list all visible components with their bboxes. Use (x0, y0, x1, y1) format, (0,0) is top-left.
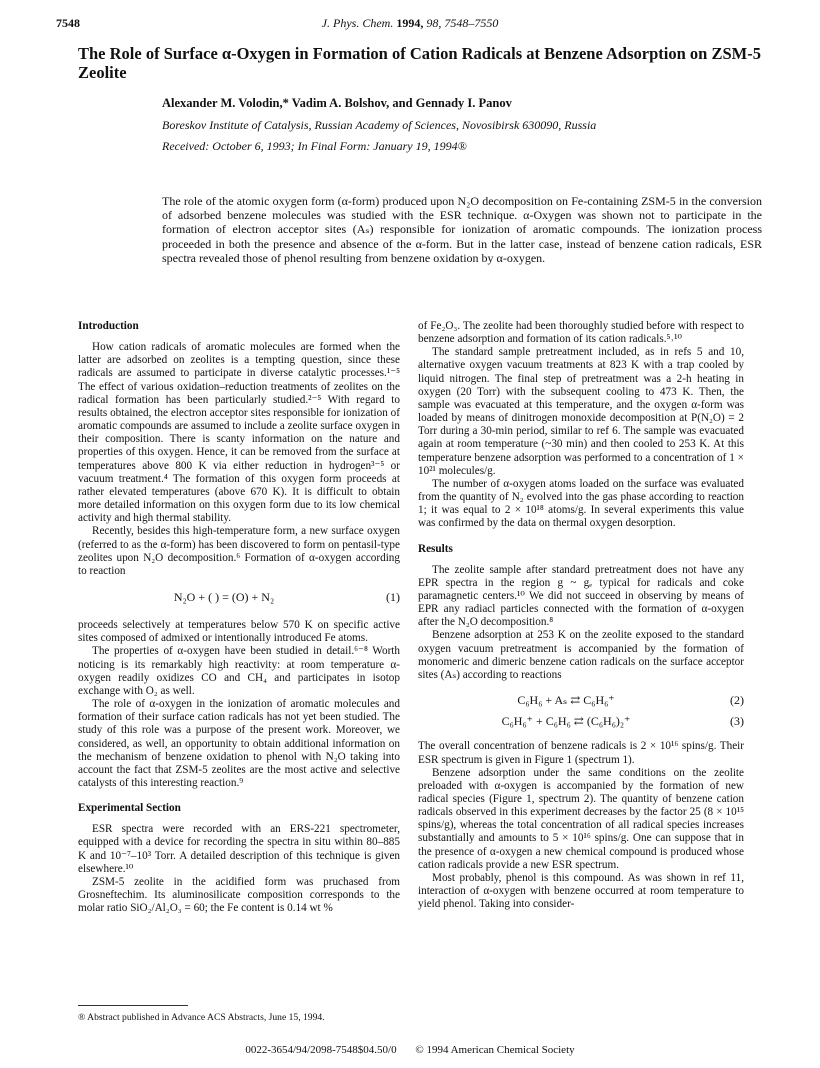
paragraph: Benzene adsorption under the same conditions on the zeolite preloaded with α-oxygen is accompanied by the formation of new radical species (Figure 1, spectrum 2). The quantity of benzene cation radicals observed in this experiment decreases by the factor 25 (8 × 10¹⁵ spins/g), whereas the total concentration of all radical species increases substantially and amounts to 5 × 10¹⁶ spins/g. One can suppose that in the presence of α-oxygen a new chemical compound is produced whose cation radicals provide a new ESR spectrum. (418, 766, 744, 871)
paragraph: ESR spectra were recorded with an ERS-221 spectrometer, equipped with a device for recording the spectra in situ within 80–885 K and 10⁻⁷–10³ Torr. A detailed description of this technique is given elsewhere.¹⁰ (78, 823, 400, 875)
paragraph: The role of α-oxygen in the ionization of aromatic molecules and formation of their surface cation radicals has not yet been studied. The study of this role was a purpose of the present work. Moreover, we considered, as well, an opportunity to obtain additional information on the mechanism of benzene oxidation to phenol with N₂O taking into account the fact that ZSM-5 zeolites are the most active and selective catalysts of this interesting reaction.⁹ (78, 698, 400, 789)
article-title: The Role of Surface α-Oxygen in Formation of Cation Radicals at Benzene Adsorption on ZSM-5 Zeolite (78, 44, 761, 82)
journal-header (0, 16, 820, 31)
journal-name: J. Phys. Chem. (321, 16, 394, 30)
right-column (418, 320, 744, 911)
equation-3 (418, 715, 744, 728)
paragraph: proceeds selectively at temperatures below 570 K on specific active sites composed of admixed or intentionally introduced Fe atoms. (78, 619, 400, 645)
page-number: 7548 (56, 16, 80, 30)
paragraph: The standard sample pretreatment included, as in refs 5 and 10, alternative oxygen vacuum treatments at 823 K with a trap cooled by liquid nitrogen. The final step of pretreatment was a 2-h heating in oxygen (20 Torr) with the subsequent cooling to 473 K. Then, the sample was evacuated at this temperature, and the oxygen α-form was loaded by means of dinitrogen monoxide decomposition at P(N₂O) = 2 Torr during a 30-min period, similar to ref 6. The sample was evacuated again at room temperature (~30 min) and then cooled to 253 K. At this temperature benzene adsorption was performed to a concentration of 1 × 10²¹ molecules/g. (418, 346, 744, 477)
equation-number: (3) (730, 714, 744, 729)
article-code: 0022-3654/94/2098-7548$04.50/0 (245, 1044, 397, 1056)
equation-formula: C₆H₆ + Aₛ ⇄ C₆H₆⁺ (517, 693, 615, 708)
introduction-heading: Introduction (78, 320, 139, 332)
equation-formula: C₆H₆⁺ + C₆H₆ ⇄ (C₆H₆)₂⁺ (501, 714, 631, 729)
affiliation: Boreskov Institute of Catalysis, Russian Academy of Sciences, Novosibirsk 630090, Russia (162, 118, 597, 132)
copyright: © 1994 American Chemical Society (415, 1044, 575, 1056)
equation-1 (78, 591, 400, 604)
received-dates: Received: October 6, 1993; In Final Form: January 19, 1994® (162, 139, 467, 153)
paragraph: The zeolite sample after standard pretreatment does not have any EPR spectra in the region g ~ gₑ typical for radicals and coke paramagnetic centers.¹⁰ We did not succeed in observing by means of EPR any radiacl particles connected with the formation of α-oxygen after the N₂O decomposition.⁸ (418, 563, 744, 629)
equation-formula: N₂O + ( ) = (O) + N₂ (173, 589, 275, 604)
equation-number: (2) (730, 693, 744, 708)
paragraph: The number of α-oxygen atoms loaded on the surface was evaluated from the quantity of N₂ evolved into the gas phase according to reaction 1; it was equal to 2 × 10¹⁸ atoms/g. In several experiments this value was confirmed by the data on thermal oxygen desorption. (418, 477, 744, 530)
paragraph: Most probably, phenol is this compound. As was shown in ref 11, interaction of α-oxygen with benzene occurred at room temperature to yield phenol. Taking into consider- (418, 871, 744, 911)
paragraph: Recently, besides this high-temperature form, a new surface oxygen (referred to as the α-form) has been discovered to form on pentasil-type zeolites upon N₂O decomposition.⁶ Formation of α-oxygen according to reaction (78, 525, 400, 577)
abstract: The role of the atomic oxygen form (α-form) produced upon N₂O decomposition on Fe-containing ZSM-5 in the conversion of adsorbed benzene molecules was studied with the ESR technique. α-Oxygen was shown not to participate in the formation of electron acceptor sites (Aₛ) responsible for ionization of aromatic compounds. The ionization process proceeded in both the presence and absence of the α-form. But in the latter case, instead of benzene cation radicals, ESR spectra revealed those of phenol resulting from benzene oxidation by α-oxygen. (162, 194, 762, 265)
footnote: ® Abstract published in Advance ACS Abstracts, June 15, 1994. (78, 1012, 325, 1023)
equation-2 (418, 694, 744, 707)
results-heading: Results (418, 542, 453, 555)
paragraph: The overall concentration of benzene radicals is 2 × 10¹⁶ spins/g. Their ESR spectrum is given in Figure 1 (spectrum 1). (418, 740, 744, 766)
equation-number: (1) (386, 589, 400, 604)
author-list: Alexander M. Volodin,* Vadim A. Bolshov, and Gennady I. Panov (162, 96, 512, 110)
left-column (78, 320, 400, 915)
paragraph: The properties of α-oxygen have been studied in detail.⁶⁻⁸ Worth noticing is its remarkably high reactivity: at room temperature α-oxygen readily oxidizes CO and CH₄ and participates in isotop exchange with O₂ as well. (78, 645, 400, 697)
paragraph: ZSM-5 zeolite in the acidified form was pruchased from Grosneftechim. Its aluminosilicate composition corresponds to the molar ratio SiO₂/Al₂O₃ = 60; the Fe content is 0.14 wt % (78, 875, 400, 915)
journal-year: 1994, (396, 16, 424, 30)
footnote-rule (78, 1005, 188, 1006)
paragraph: Benzene adsorption at 253 K on the zeolite exposed to the standard oxygen vacuum pretreatment is accompanied by the formation of monomeric and dimeric benzene cation radicals on the surface acceptor sites (Aₛ) according to reactions (418, 629, 744, 681)
paragraph: How cation radicals of aromatic molecules are formed when the latter are adsorbed on zeolites is a tempting question, since these radicals are assumed to participate in diverse catalytic processes.¹⁻⁵ The effect of various oxidation–reduction treatments of zeolites on the radical formation has been particularly studied.²⁻⁵ With regard to results obtained, the electron acceptor sites responsible for ionization of aromatic compounds are assumed to include a zeolite surface oxygen in their composition. There is scanty information on the nature and properties of this oxygen. Hence, it can be removed from the surface at temperatures above 800 K via either reduction in hydrogen³⁻⁵ or vacuum treatment.⁴ The formation of this oxygen form proceeds at rather elevated temperatures (above 670 K). It is difficult to obtain more detailed information on this oxygen form due to its low chemical activity and high thermal stability. (78, 341, 400, 525)
experimental-heading: Experimental Section (78, 802, 181, 815)
journal-volume-pages: 98, 7548–7550 (426, 16, 499, 30)
page-footer (0, 1044, 820, 1056)
paragraph: of Fe₂O₃. The zeolite had been thoroughly studied before with respect to benzene adsorption and formation of its cation radicals.⁵˒¹⁰ (418, 320, 744, 346)
